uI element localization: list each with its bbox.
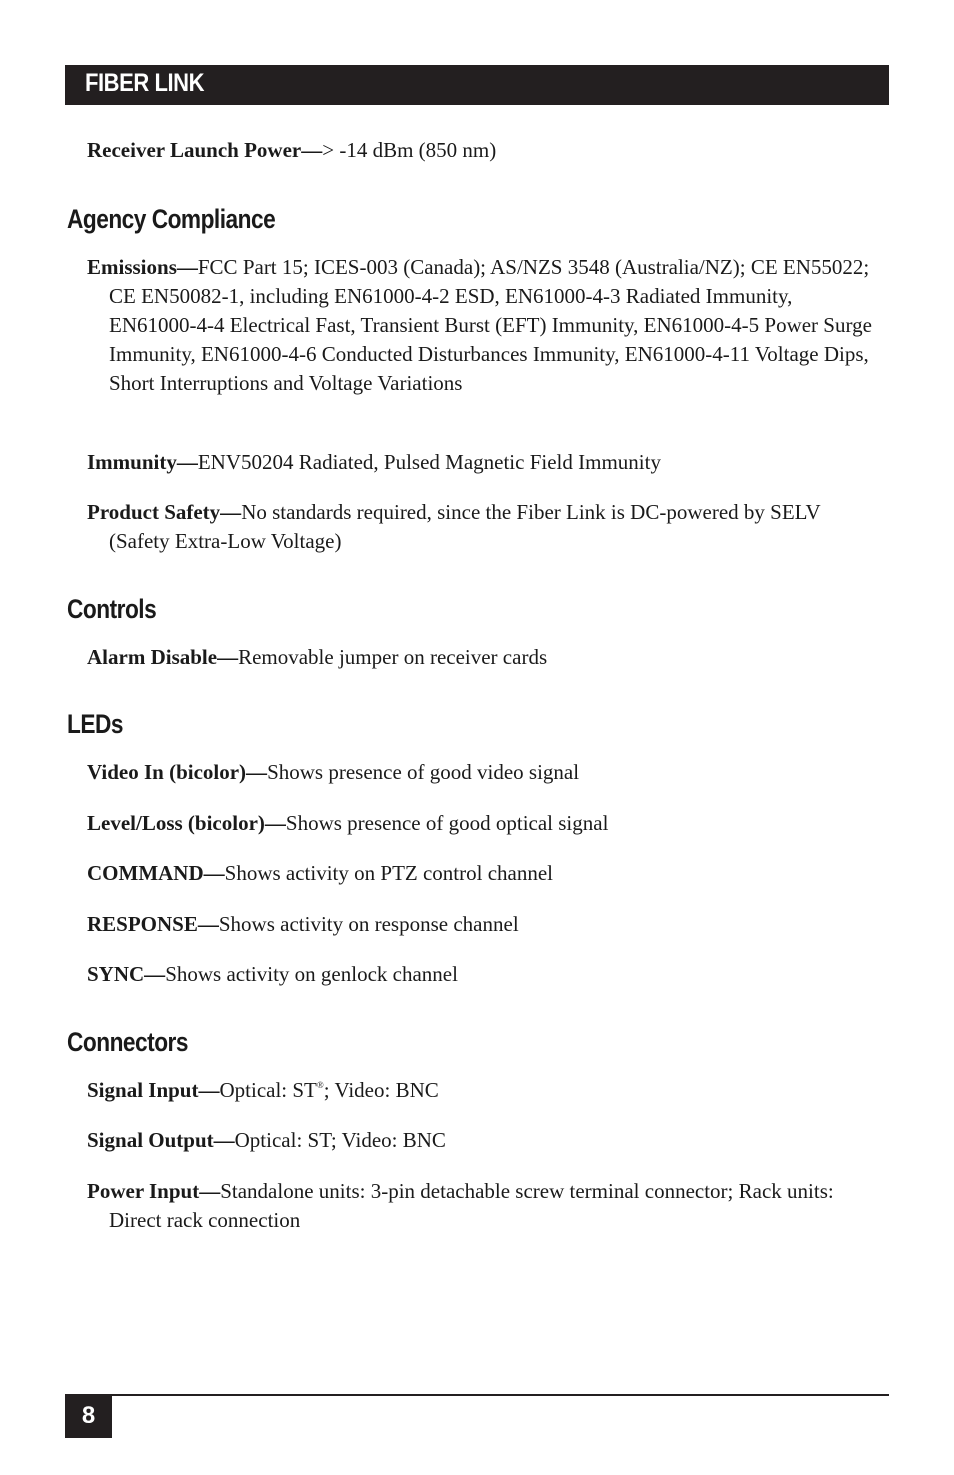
heading-connectors: Connectors [67, 1027, 188, 1057]
entry-term: Immunity— [87, 450, 198, 474]
page-number-box [65, 1396, 112, 1438]
entry-text: No standards required, since the Fiber Link is DC-powered by SELV (Safety Extra-Low Voltage) [109, 500, 821, 553]
receiver-launch-power-entry [87, 136, 879, 165]
entry-text: ; Video: BNC [323, 1078, 439, 1102]
signal-input-entry [87, 1076, 879, 1105]
entry-text: FCC Part 15; ICES-003 (Canada); AS/NZS 3548 (Australia/NZ); CE EN55022; CE EN50082-1, including EN61000-4-2 ESD, EN61000-4-3 Radiated Immunity, EN61000-4-4 Electrical Fast, Transient Burst (EFT) Immunity, EN61000-4-5 Power Surge Immunity, EN61000-4-6 Conducted Disturbances Immunity, EN61000-4-11 Voltage Dips, Short Interruptions and Voltage Variations [109, 255, 872, 395]
entry-term: Signal Input— [87, 1078, 220, 1102]
entry-term: Product Safety— [87, 500, 242, 524]
immunity-entry [87, 448, 879, 477]
entry-text: Removable jumper on receiver cards [238, 645, 548, 669]
entry-term: SYNC— [87, 962, 166, 986]
page-number: 8 [81, 1402, 96, 1429]
video-in-entry [87, 758, 879, 787]
entry-term: Power Input— [87, 1179, 221, 1203]
power-input-entry [87, 1177, 879, 1235]
entry-text: Shows activity on genlock channel [165, 962, 458, 986]
entry-text: Shows activity on PTZ control channel [224, 861, 554, 885]
entry-text: Standalone units: 3-pin detachable screw terminal connector; Rack units: Direct rack connection [109, 1179, 834, 1232]
signal-output-entry [87, 1126, 879, 1155]
alarm-disable-entry [87, 643, 879, 672]
header-title: FIBER LINK [85, 69, 205, 97]
entry-term: Signal Output— [87, 1128, 235, 1152]
entry-text: Shows presence of good video signal [267, 760, 580, 784]
emissions-entry [87, 253, 879, 398]
entry-term: COMMAND— [87, 861, 225, 885]
entry-text: Optical: ST; Video: BNC [234, 1128, 446, 1152]
entry-text: ENV50204 Radiated, Pulsed Magnetic Field Immunity [197, 450, 661, 474]
entry-text: Optical: ST [219, 1078, 317, 1102]
entry-term: Level/Loss (bicolor)— [87, 811, 286, 835]
entry-term: Video In (bicolor)— [87, 760, 268, 784]
entry-text: Shows activity on response channel [218, 912, 519, 936]
command-entry [87, 859, 879, 888]
entry-term: Alarm Disable— [87, 645, 239, 669]
entry-text: Shows presence of good optical signal [285, 811, 609, 835]
heading-agency-compliance: Agency Compliance [67, 204, 276, 234]
level-loss-entry [87, 809, 879, 838]
footer-rule [65, 1394, 889, 1396]
heading-leds: LEDs [67, 709, 123, 739]
entry-term: RESPONSE— [87, 912, 219, 936]
entry-text: > -14 dBm (850 nm) [322, 138, 497, 162]
heading-controls: Controls [67, 594, 157, 624]
entry-term: Receiver Launch Power— [87, 138, 323, 162]
sync-entry [87, 960, 879, 989]
header-bar [65, 65, 889, 105]
response-entry [87, 910, 879, 939]
entry-term: Emissions— [87, 255, 198, 279]
product-safety-entry [87, 498, 879, 556]
registered-mark: ® [316, 1080, 324, 1090]
